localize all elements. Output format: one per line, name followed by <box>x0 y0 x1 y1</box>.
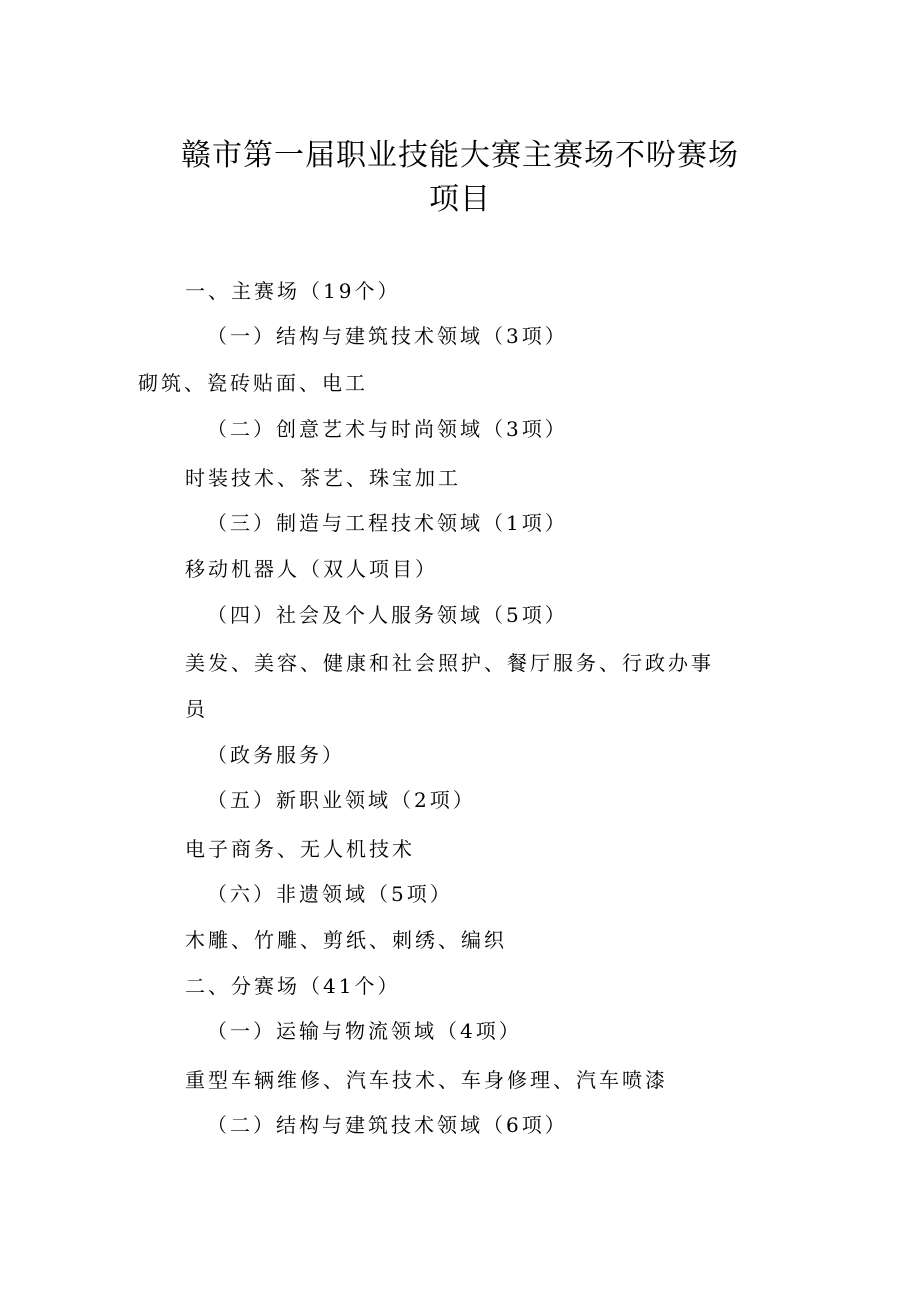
subheading-social-services: （四）社会及个人服务领域（5项） <box>207 603 568 627</box>
item-list-line: 电子商务、无人机技术 <box>185 837 415 861</box>
item-list-line: 美发、美容、健康和社会照护、餐厅服务、行政办事 <box>185 651 714 675</box>
subheading-intangible-heritage: （六）非遗领域（5项） <box>207 882 453 906</box>
item-list-line: 重型车辆维修、汽车技术、车身修理、汽车喷漆 <box>185 1068 668 1092</box>
item-list-line-continued: 员 <box>185 697 208 721</box>
subheading-manufacturing: （三）制造与工程技术领域（1项） <box>207 511 568 535</box>
subheading-new-occupations: （五）新职业领域（2项） <box>207 788 476 812</box>
section-heading-main-venue: 一、主赛场（19个） <box>185 279 401 303</box>
item-list-line: 木雕、竹雕、剪纸、刺绣、编织 <box>185 928 507 952</box>
subheading-structure-construction-2: （二）结构与建筑技术领域（6项） <box>207 1113 568 1137</box>
subheading-structure-construction: （一）结构与建筑技术领域（3项） <box>207 324 568 348</box>
item-list-line: 移动机器人（双人项目） <box>185 557 438 581</box>
title-line-2: 项目 <box>429 182 491 217</box>
subheading-creative-arts: （二）创意艺术与时尚领域（3项） <box>207 417 568 441</box>
subheading-transport-logistics: （一）运输与物流领域（4项） <box>207 1019 522 1043</box>
item-note: （政务服务） <box>207 743 345 767</box>
section-heading-sub-venue: 二、分赛场（41个） <box>185 974 401 998</box>
item-list-line: 时装技术、茶艺、珠宝加工 <box>185 466 461 490</box>
item-list-line: 砌筑、瓷砖贴面、电工 <box>138 371 368 395</box>
title-line-1: 赣市第一届职业技能大赛主赛场不吩赛场 <box>181 138 739 173</box>
